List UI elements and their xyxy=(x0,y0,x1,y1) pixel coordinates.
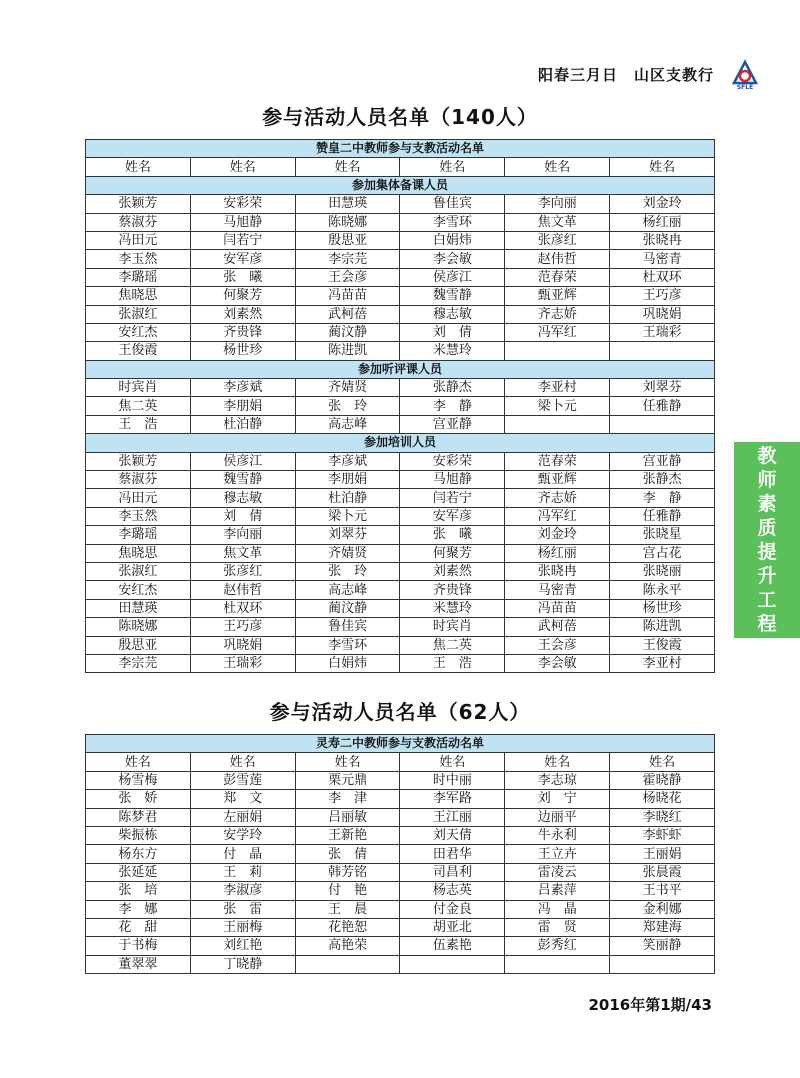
name-cell: 李 静 xyxy=(610,489,715,507)
name-cell: 刘红艳 xyxy=(190,937,295,955)
zanhuang-staff-table xyxy=(85,139,715,673)
table-title xyxy=(86,140,715,158)
name-cell: 魏雪静 xyxy=(190,471,295,489)
name-cell: 李璐瑶 xyxy=(86,526,191,544)
name-cell: 王新艳 xyxy=(295,826,400,844)
name-cell: 张 雷 xyxy=(190,900,295,918)
name-cell: 刘 倩 xyxy=(400,323,505,341)
group-heading xyxy=(86,176,715,194)
name-cell: 安军彦 xyxy=(190,250,295,268)
name-cell: 陈梦君 xyxy=(86,808,191,826)
table-row xyxy=(86,599,715,617)
name-cell: 冯苗苗 xyxy=(505,599,610,617)
name-cell: 焦二英 xyxy=(86,397,191,415)
name-cell: 刘金玲 xyxy=(505,526,610,544)
name-cell: 米慧玲 xyxy=(400,342,505,360)
name-cell: 齐婧贤 xyxy=(295,379,400,397)
name-cell: 甄亚辉 xyxy=(505,471,610,489)
name-cell: 穆志敏 xyxy=(190,489,295,507)
name-cell: 王巧彦 xyxy=(610,287,715,305)
name-cell: 王 浩 xyxy=(86,415,191,433)
name-cell: 蔺汶静 xyxy=(295,599,400,617)
table-row xyxy=(86,900,715,918)
name-cell: 李雪环 xyxy=(400,213,505,231)
table-row xyxy=(86,471,715,489)
name-cell: 焦晓思 xyxy=(86,544,191,562)
name-cell xyxy=(505,342,610,360)
table-row xyxy=(86,526,715,544)
name-cell: 张静杰 xyxy=(610,471,715,489)
name-cell: 焦文革 xyxy=(505,213,610,231)
header-text: 阳春三月日 山区支教行 xyxy=(537,65,714,84)
table-title-cell: 灵寿二中教师参与支教活动名单 xyxy=(86,735,715,753)
table-row xyxy=(86,415,715,433)
name-cell: 陈晓娜 xyxy=(295,213,400,231)
name-cell: 李淑彦 xyxy=(190,882,295,900)
name-cell: 张淑红 xyxy=(86,562,191,580)
name-cell: 王瑞彩 xyxy=(190,654,295,672)
name-cell: 李亚村 xyxy=(505,379,610,397)
name-cell: 蔡淑芬 xyxy=(86,213,191,231)
name-cell: 李军路 xyxy=(400,790,505,808)
name-cell: 赵伟哲 xyxy=(190,581,295,599)
name-cell: 雷 贤 xyxy=(505,918,610,936)
name-cell: 杨志英 xyxy=(400,882,505,900)
column-header: 姓名 xyxy=(86,753,191,771)
side-tab-char: 素 xyxy=(757,493,777,515)
name-cell: 张 培 xyxy=(86,882,191,900)
name-cell: 侯彦江 xyxy=(400,268,505,286)
name-cell: 蔺汶静 xyxy=(295,323,400,341)
table-row xyxy=(86,636,715,654)
name-cell: 田慧瑛 xyxy=(86,599,191,617)
column-header: 姓名 xyxy=(400,753,505,771)
name-cell: 李向丽 xyxy=(190,526,295,544)
name-cell: 彭秀红 xyxy=(505,937,610,955)
name-cell: 高艳荣 xyxy=(295,937,400,955)
name-cell: 任雅静 xyxy=(610,397,715,415)
name-cell: 王会彦 xyxy=(505,636,610,654)
name-cell: 时宾肖 xyxy=(400,618,505,636)
name-cell: 甄亚辉 xyxy=(505,287,610,305)
column-header: 姓名 xyxy=(190,753,295,771)
name-cell xyxy=(610,415,715,433)
name-cell: 高志峰 xyxy=(295,581,400,599)
name-cell: 付 艳 xyxy=(295,882,400,900)
column-header: 姓名 xyxy=(610,158,715,176)
table-row xyxy=(86,544,715,562)
name-cell: 白娟炜 xyxy=(400,231,505,249)
name-cell: 付金良 xyxy=(400,900,505,918)
side-tab-char: 师 xyxy=(757,469,777,491)
name-cell: 彭雪莲 xyxy=(190,771,295,789)
name-cell: 丁晓静 xyxy=(190,955,295,973)
name-cell: 杜泊静 xyxy=(190,415,295,433)
name-cell: 李朋娟 xyxy=(190,397,295,415)
name-cell: 田慧瑛 xyxy=(295,195,400,213)
name-cell: 张 曦 xyxy=(400,526,505,544)
name-cell: 杜泊静 xyxy=(295,489,400,507)
name-cell: 齐志娇 xyxy=(505,305,610,323)
name-cell: 梁卜元 xyxy=(295,507,400,525)
name-cell: 牛永利 xyxy=(505,826,610,844)
name-cell: 殷思亚 xyxy=(86,636,191,654)
logo-text: SFLE xyxy=(736,84,754,89)
name-cell: 武柯蓓 xyxy=(505,618,610,636)
name-cell: 刘翠芬 xyxy=(610,379,715,397)
name-cell: 杨世珍 xyxy=(190,342,295,360)
name-cell: 穆志敏 xyxy=(400,305,505,323)
name-cell: 刘 倩 xyxy=(190,507,295,525)
name-cell: 李会敏 xyxy=(505,654,610,672)
name-cell: 李会敏 xyxy=(400,250,505,268)
name-cell: 李朋娟 xyxy=(295,471,400,489)
name-cell: 鲁佳宾 xyxy=(400,195,505,213)
name-cell: 马密青 xyxy=(610,250,715,268)
name-cell xyxy=(610,342,715,360)
table-row xyxy=(86,826,715,844)
name-cell: 安红杰 xyxy=(86,323,191,341)
table-row xyxy=(86,397,715,415)
column-header: 姓名 xyxy=(505,753,610,771)
name-cell: 李宗芫 xyxy=(86,654,191,672)
name-cell: 李晓红 xyxy=(610,808,715,826)
name-cell: 张晓冉 xyxy=(610,231,715,249)
name-cell: 韩芳铭 xyxy=(295,863,400,881)
name-cell: 李向丽 xyxy=(505,195,610,213)
name-cell: 王 晨 xyxy=(295,900,400,918)
table-row xyxy=(86,955,715,973)
name-cell: 马旭静 xyxy=(190,213,295,231)
column-header: 姓名 xyxy=(295,158,400,176)
name-cell: 吕素萍 xyxy=(505,882,610,900)
table-title xyxy=(86,735,715,753)
name-cell: 杨晓花 xyxy=(610,790,715,808)
table-row xyxy=(86,195,715,213)
name-cell: 刘素然 xyxy=(190,305,295,323)
table-row xyxy=(86,379,715,397)
name-cell: 李玉然 xyxy=(86,507,191,525)
section1-title: 参与活动人员名单（140人） xyxy=(262,105,538,129)
name-cell: 张晓丽 xyxy=(610,562,715,580)
name-cell: 闫若宁 xyxy=(190,231,295,249)
side-tab-char: 教 xyxy=(757,445,777,467)
name-cell xyxy=(400,955,505,973)
name-cell: 杨东方 xyxy=(86,845,191,863)
name-cell: 宫占花 xyxy=(610,544,715,562)
name-cell: 柴振栋 xyxy=(86,826,191,844)
name-cell: 马密青 xyxy=(505,581,610,599)
column-header: 姓名 xyxy=(610,753,715,771)
name-cell: 齐贵锋 xyxy=(190,323,295,341)
column-header-row xyxy=(86,753,715,771)
name-cell: 宫亚静 xyxy=(400,415,505,433)
table-row xyxy=(86,489,715,507)
table-row xyxy=(86,268,715,286)
group-heading xyxy=(86,434,715,452)
name-cell: 郑建海 xyxy=(610,918,715,936)
name-cell: 张彦红 xyxy=(190,562,295,580)
name-cell: 李彦斌 xyxy=(190,379,295,397)
name-cell: 焦晓思 xyxy=(86,287,191,305)
name-cell: 张 娇 xyxy=(86,790,191,808)
name-cell: 蔡淑芬 xyxy=(86,471,191,489)
name-cell: 张延延 xyxy=(86,863,191,881)
name-cell: 齐婧贤 xyxy=(295,544,400,562)
name-cell: 张 倩 xyxy=(295,845,400,863)
name-cell: 巩晓娟 xyxy=(190,636,295,654)
side-tab-char: 程 xyxy=(757,613,777,635)
group-heading-cell: 参加听评课人员 xyxy=(86,360,715,378)
name-cell: 陈晓娜 xyxy=(86,618,191,636)
side-tab-char: 升 xyxy=(757,565,777,587)
name-cell: 齐贵锋 xyxy=(400,581,505,599)
name-cell: 张晨霞 xyxy=(610,863,715,881)
name-cell: 安彩荣 xyxy=(400,452,505,470)
name-cell: 张晓星 xyxy=(610,526,715,544)
name-cell: 杨世珍 xyxy=(610,599,715,617)
name-cell: 王俊霞 xyxy=(86,342,191,360)
name-cell: 刘翠芬 xyxy=(295,526,400,544)
name-cell: 李亚村 xyxy=(610,654,715,672)
name-cell: 刘金玲 xyxy=(610,195,715,213)
table-row xyxy=(86,213,715,231)
name-cell: 伍素艳 xyxy=(400,937,505,955)
column-header: 姓名 xyxy=(400,158,505,176)
name-cell: 冯苗苗 xyxy=(295,287,400,305)
name-cell: 郑 文 xyxy=(190,790,295,808)
name-cell: 宫亚静 xyxy=(610,452,715,470)
table-row xyxy=(86,452,715,470)
table-row xyxy=(86,323,715,341)
name-cell: 栗元鼎 xyxy=(295,771,400,789)
name-cell: 梁卜元 xyxy=(505,397,610,415)
name-cell: 焦二英 xyxy=(400,636,505,654)
name-cell: 闫若宁 xyxy=(400,489,505,507)
name-cell: 武柯蓓 xyxy=(295,305,400,323)
name-cell: 花 甜 xyxy=(86,918,191,936)
table-row xyxy=(86,562,715,580)
name-cell: 李 静 xyxy=(400,397,505,415)
name-cell: 王 莉 xyxy=(190,863,295,881)
name-cell: 时宾肖 xyxy=(86,379,191,397)
name-cell: 张淑红 xyxy=(86,305,191,323)
name-cell: 张 曦 xyxy=(190,268,295,286)
name-cell: 刘素然 xyxy=(400,562,505,580)
name-cell: 冯军红 xyxy=(505,323,610,341)
page-header xyxy=(460,60,760,88)
name-cell: 李 娜 xyxy=(86,900,191,918)
table-row xyxy=(86,250,715,268)
name-cell: 齐志娇 xyxy=(505,489,610,507)
table-row xyxy=(86,771,715,789)
name-cell: 安彩荣 xyxy=(190,195,295,213)
logo-icon xyxy=(730,59,760,89)
name-cell: 冯 晶 xyxy=(505,900,610,918)
name-cell: 笑丽静 xyxy=(610,937,715,955)
name-cell xyxy=(295,955,400,973)
name-cell: 李 津 xyxy=(295,790,400,808)
name-cell xyxy=(610,955,715,973)
table-row xyxy=(86,863,715,881)
name-cell: 陈进凯 xyxy=(610,618,715,636)
name-cell: 安红杰 xyxy=(86,581,191,599)
name-cell: 左丽娟 xyxy=(190,808,295,826)
table-row xyxy=(86,305,715,323)
name-cell: 何聚芳 xyxy=(190,287,295,305)
name-cell: 高志峰 xyxy=(295,415,400,433)
table-row xyxy=(86,918,715,936)
table-row xyxy=(86,808,715,826)
name-cell: 王瑞彩 xyxy=(610,323,715,341)
table-row xyxy=(86,287,715,305)
name-cell: 王书平 xyxy=(610,882,715,900)
name-cell: 时中丽 xyxy=(400,771,505,789)
name-cell: 冯军红 xyxy=(505,507,610,525)
name-cell: 王 浩 xyxy=(400,654,505,672)
name-cell: 马旭静 xyxy=(400,471,505,489)
table-row xyxy=(86,845,715,863)
name-cell: 鲁佳宾 xyxy=(295,618,400,636)
name-cell: 杜双环 xyxy=(190,599,295,617)
name-cell: 殷思亚 xyxy=(295,231,400,249)
name-cell: 巩晓娟 xyxy=(610,305,715,323)
name-cell: 董翠翠 xyxy=(86,955,191,973)
name-cell: 王俊霞 xyxy=(610,636,715,654)
name-cell: 金利娜 xyxy=(610,900,715,918)
name-cell: 白娟炜 xyxy=(295,654,400,672)
name-cell: 侯彦江 xyxy=(190,452,295,470)
column-header: 姓名 xyxy=(295,753,400,771)
name-cell xyxy=(505,415,610,433)
name-cell: 刘 宁 xyxy=(505,790,610,808)
column-header: 姓名 xyxy=(505,158,610,176)
table-row xyxy=(86,581,715,599)
side-tab xyxy=(734,442,800,638)
table-row xyxy=(86,654,715,672)
name-cell: 杨雪梅 xyxy=(86,771,191,789)
name-cell: 安军彦 xyxy=(400,507,505,525)
side-tab-char: 质 xyxy=(757,517,777,539)
name-cell: 焦文革 xyxy=(190,544,295,562)
name-cell: 王丽梅 xyxy=(190,918,295,936)
name-cell: 刘天倩 xyxy=(400,826,505,844)
name-cell: 张彦红 xyxy=(505,231,610,249)
name-cell: 冯田元 xyxy=(86,231,191,249)
name-cell: 吕丽敏 xyxy=(295,808,400,826)
name-cell: 杨红丽 xyxy=(610,213,715,231)
name-cell: 范春荣 xyxy=(505,268,610,286)
group-heading-cell: 参加集体备课人员 xyxy=(86,176,715,194)
name-cell: 安学玲 xyxy=(190,826,295,844)
column-header: 姓名 xyxy=(190,158,295,176)
table-row xyxy=(86,882,715,900)
name-cell: 范春荣 xyxy=(505,452,610,470)
lingshou-staff-table xyxy=(85,734,715,974)
table-row xyxy=(86,507,715,525)
name-cell: 李志琼 xyxy=(505,771,610,789)
name-cell: 李璐瑶 xyxy=(86,268,191,286)
name-cell: 李彦斌 xyxy=(295,452,400,470)
name-cell: 付 晶 xyxy=(190,845,295,863)
name-cell: 王会彦 xyxy=(295,268,400,286)
side-tab-char: 提 xyxy=(757,541,777,563)
name-cell xyxy=(505,955,610,973)
name-cell: 何聚芳 xyxy=(400,544,505,562)
name-cell: 王江丽 xyxy=(400,808,505,826)
name-cell: 王巧彦 xyxy=(190,618,295,636)
name-cell: 边丽平 xyxy=(505,808,610,826)
name-cell: 张颖芳 xyxy=(86,195,191,213)
name-cell: 魏雪静 xyxy=(400,287,505,305)
name-cell: 王丽娟 xyxy=(610,845,715,863)
table-row xyxy=(86,937,715,955)
column-header: 姓名 xyxy=(86,158,191,176)
column-header-row xyxy=(86,158,715,176)
name-cell: 张 玲 xyxy=(295,397,400,415)
name-cell: 陈永平 xyxy=(610,581,715,599)
name-cell: 于书梅 xyxy=(86,937,191,955)
name-cell: 司昌利 xyxy=(400,863,505,881)
group-heading xyxy=(86,360,715,378)
name-cell: 雷凌云 xyxy=(505,863,610,881)
table-row xyxy=(86,231,715,249)
name-cell: 冯田元 xyxy=(86,489,191,507)
table-row xyxy=(86,790,715,808)
table-title-cell: 赞皇二中教师参与支教活动名单 xyxy=(86,140,715,158)
name-cell: 杜双环 xyxy=(610,268,715,286)
name-cell: 李虾虾 xyxy=(610,826,715,844)
name-cell: 李宗芫 xyxy=(295,250,400,268)
name-cell: 赵伟哲 xyxy=(505,250,610,268)
name-cell: 李玉然 xyxy=(86,250,191,268)
name-cell: 张静杰 xyxy=(400,379,505,397)
section2-title: 参与活动人员名单（62人） xyxy=(269,700,531,724)
table-row xyxy=(86,618,715,636)
side-tab-char: 工 xyxy=(757,589,777,611)
name-cell: 任雅静 xyxy=(610,507,715,525)
name-cell: 杨红丽 xyxy=(505,544,610,562)
name-cell: 米慧玲 xyxy=(400,599,505,617)
name-cell: 霍晓静 xyxy=(610,771,715,789)
group-heading-cell: 参加培训人员 xyxy=(86,434,715,452)
name-cell: 张晓冉 xyxy=(505,562,610,580)
name-cell: 田君华 xyxy=(400,845,505,863)
name-cell: 陈进凯 xyxy=(295,342,400,360)
page-number: 2016年第1期/43 xyxy=(588,996,712,1014)
name-cell: 胡亚北 xyxy=(400,918,505,936)
name-cell: 王立卉 xyxy=(505,845,610,863)
name-cell: 张 玲 xyxy=(295,562,400,580)
name-cell: 张颖芳 xyxy=(86,452,191,470)
name-cell: 李雪环 xyxy=(295,636,400,654)
name-cell: 花艳恕 xyxy=(295,918,400,936)
table-row xyxy=(86,342,715,360)
